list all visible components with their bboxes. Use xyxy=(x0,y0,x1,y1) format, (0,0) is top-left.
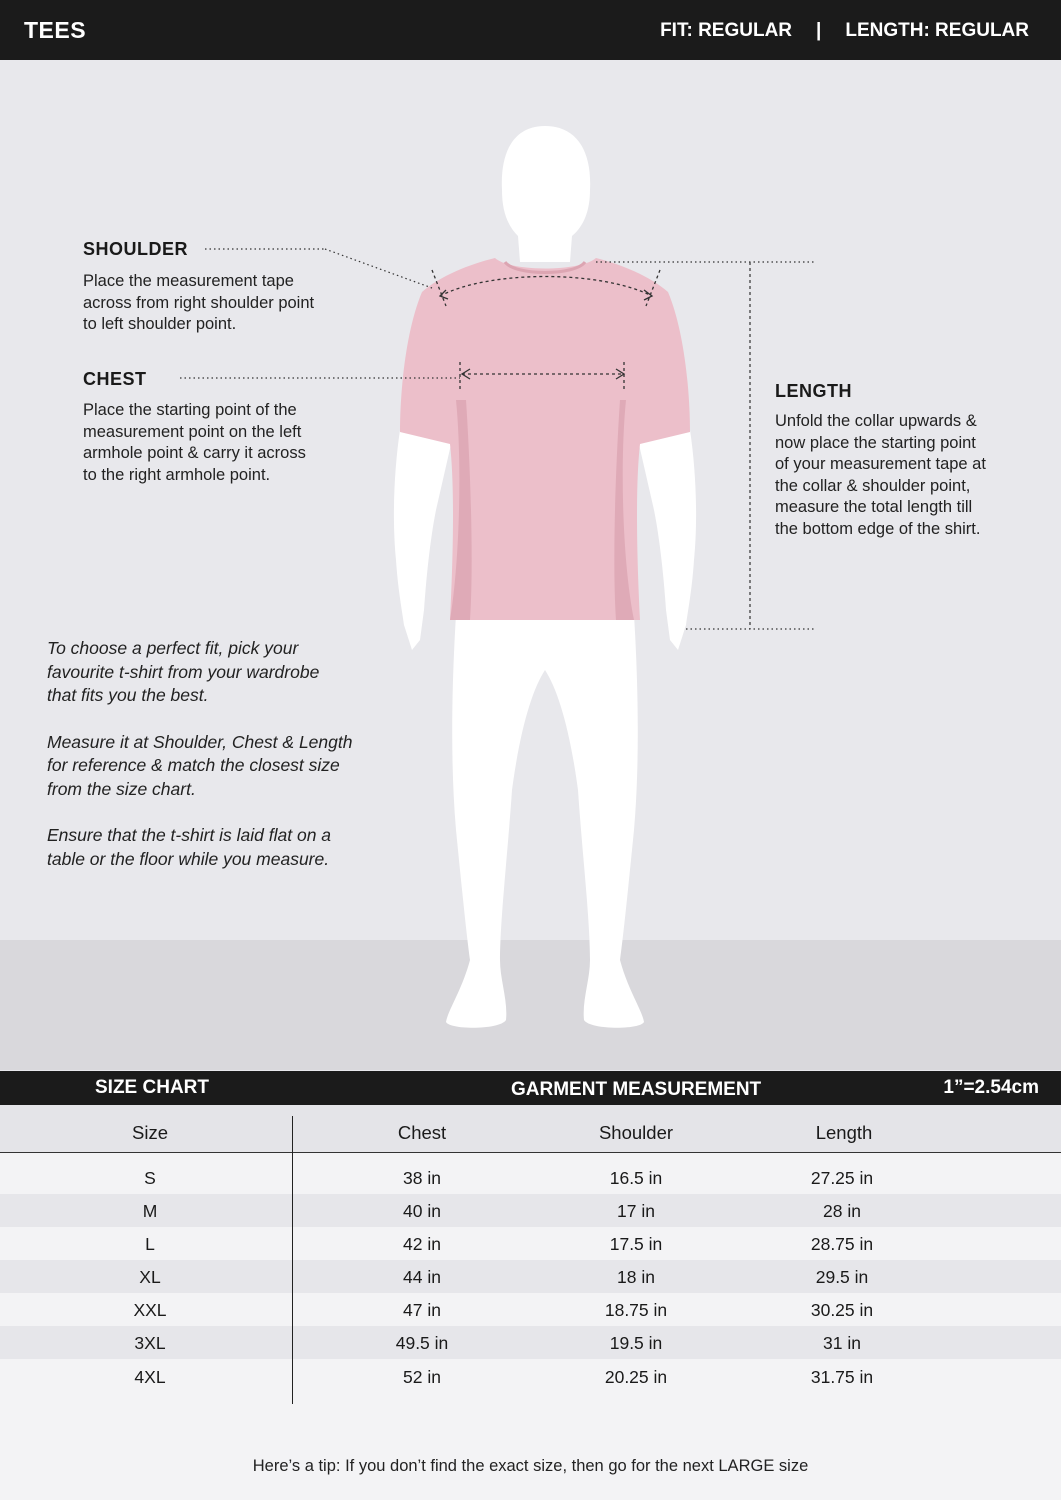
cell-length: 29.5 in xyxy=(815,1267,869,1287)
chest-text-line: to the right armhole point. xyxy=(83,465,271,484)
cell-length: 31.75 in xyxy=(810,1367,874,1387)
shoulder-text-line: across from right shoulder point xyxy=(83,293,315,312)
cell-shoulder: 18.75 in xyxy=(604,1300,668,1320)
chest-title: CHEST xyxy=(83,369,147,389)
chest-description xyxy=(83,400,373,486)
fit-tip-line: for reference & match the closest size xyxy=(47,755,340,775)
cell-shoulder: 19.5 in xyxy=(609,1333,663,1353)
table-row xyxy=(0,1161,1061,1194)
length-text-line: the bottom edge of the shirt. xyxy=(775,519,981,538)
fit-tips xyxy=(47,637,407,894)
table-row xyxy=(0,1293,1061,1326)
length-title: LENGTH xyxy=(775,381,852,401)
body-figure xyxy=(0,60,1061,1070)
column-header-shoulder: Shoulder xyxy=(598,1122,674,1143)
length-text-line: now place the starting point xyxy=(775,433,976,452)
right-arm-shape xyxy=(638,430,696,650)
table-row xyxy=(0,1227,1061,1260)
fit-tip-line: favourite t-shirt from your wardrobe xyxy=(47,661,320,682)
cell-size: L xyxy=(145,1234,155,1254)
cell-shoulder: 17.5 in xyxy=(609,1234,663,1254)
column-divider xyxy=(292,1116,293,1404)
head-shape xyxy=(502,126,590,262)
cell-size: XL xyxy=(139,1267,161,1287)
length-text-line: of your measurement tape at xyxy=(775,455,986,473)
fit-tip-paragraph xyxy=(47,824,407,871)
cell-length: 31 in xyxy=(823,1333,861,1353)
shoulder-title: SHOULDER xyxy=(83,239,189,259)
unit-conversion: 1”=2.54cm xyxy=(943,1077,1039,1098)
cell-size: 3XL xyxy=(134,1333,166,1353)
table-row xyxy=(0,1260,1061,1293)
cell-shoulder: 16.5 in xyxy=(609,1168,663,1188)
size-tip: Here’s a tip: If you don’t find the exact size, then go for the next LARGE size xyxy=(252,1457,809,1475)
cell-chest: 49.5 in xyxy=(395,1333,449,1353)
shoulder-text-line: Place the measurement tape xyxy=(83,272,294,290)
separator: | xyxy=(816,20,822,41)
shoulder-description xyxy=(83,271,373,336)
fit-tip-line: table or the floor while you measure. xyxy=(47,848,330,869)
column-header-size: Size xyxy=(132,1122,168,1143)
cell-chest: 42 in xyxy=(403,1234,441,1254)
cell-length: 30.25 in xyxy=(810,1300,874,1320)
length-description xyxy=(775,411,1045,540)
fit-label: FIT: REGULAR xyxy=(660,20,793,41)
cell-size: S xyxy=(144,1168,156,1188)
size-chart-title: SIZE CHART xyxy=(95,1077,209,1098)
cell-size: XXL xyxy=(133,1300,167,1320)
size-table xyxy=(0,1105,1061,1500)
garment-measurement-label: GARMENT MEASUREMENT xyxy=(511,1079,762,1100)
table-header-row xyxy=(0,1105,1061,1153)
length-label: LENGTH: REGULAR xyxy=(845,20,1029,41)
cell-length: 28.75 in xyxy=(810,1234,874,1254)
length-text-line: measure the total length till xyxy=(775,498,973,516)
tshirt-shape xyxy=(400,258,690,620)
fit-tip-paragraph xyxy=(47,731,407,802)
measurement-guide xyxy=(0,60,1061,1070)
size-chart-bar xyxy=(0,1071,1061,1105)
length-text-line: the collar & shoulder point, xyxy=(775,476,971,495)
legs-shape xyxy=(446,615,644,1028)
fit-tip-line: from the size chart. xyxy=(47,778,196,799)
cell-shoulder: 18 in xyxy=(617,1267,655,1287)
fit-tip-line: that fits you the best. xyxy=(47,685,209,705)
fit-info xyxy=(660,20,1029,42)
fit-tip-line: Ensure that the t-shirt is laid flat on a xyxy=(47,825,332,845)
shoulder-text-line: to left shoulder point. xyxy=(83,315,237,333)
cell-chest: 52 in xyxy=(403,1367,441,1387)
cell-size: 4XL xyxy=(134,1367,166,1387)
cell-length: 28 in xyxy=(823,1201,861,1221)
cell-shoulder: 20.25 in xyxy=(604,1367,668,1387)
table-row xyxy=(0,1360,1061,1393)
fit-tip-line: To choose a perfect fit, pick your xyxy=(47,638,299,658)
cell-length: 27.25 in xyxy=(810,1168,874,1188)
cell-size: M xyxy=(142,1201,158,1221)
cell-chest: 47 in xyxy=(403,1300,441,1320)
left-arm-shape xyxy=(394,430,452,650)
table-row xyxy=(0,1326,1061,1359)
page-title: TEES xyxy=(24,17,87,43)
column-header-chest: Chest xyxy=(397,1122,447,1143)
chest-text-line: armhole point & carry it across xyxy=(83,444,306,462)
cell-chest: 40 in xyxy=(403,1201,441,1221)
chest-text-line: measurement point on the left xyxy=(83,422,302,441)
fit-tip-line: Measure it at Shoulder, Chest & Length xyxy=(47,731,353,752)
length-text-line: Unfold the collar upwards & xyxy=(775,412,977,430)
cell-chest: 44 in xyxy=(403,1267,441,1287)
header-bar xyxy=(0,0,1061,60)
cell-shoulder: 17 in xyxy=(617,1201,655,1221)
chest-text-line: Place the starting point of the xyxy=(83,401,297,419)
fit-tip-paragraph xyxy=(47,637,407,708)
cell-chest: 38 in xyxy=(403,1168,441,1188)
column-header-length: Length xyxy=(815,1122,873,1143)
table-row xyxy=(0,1194,1061,1227)
